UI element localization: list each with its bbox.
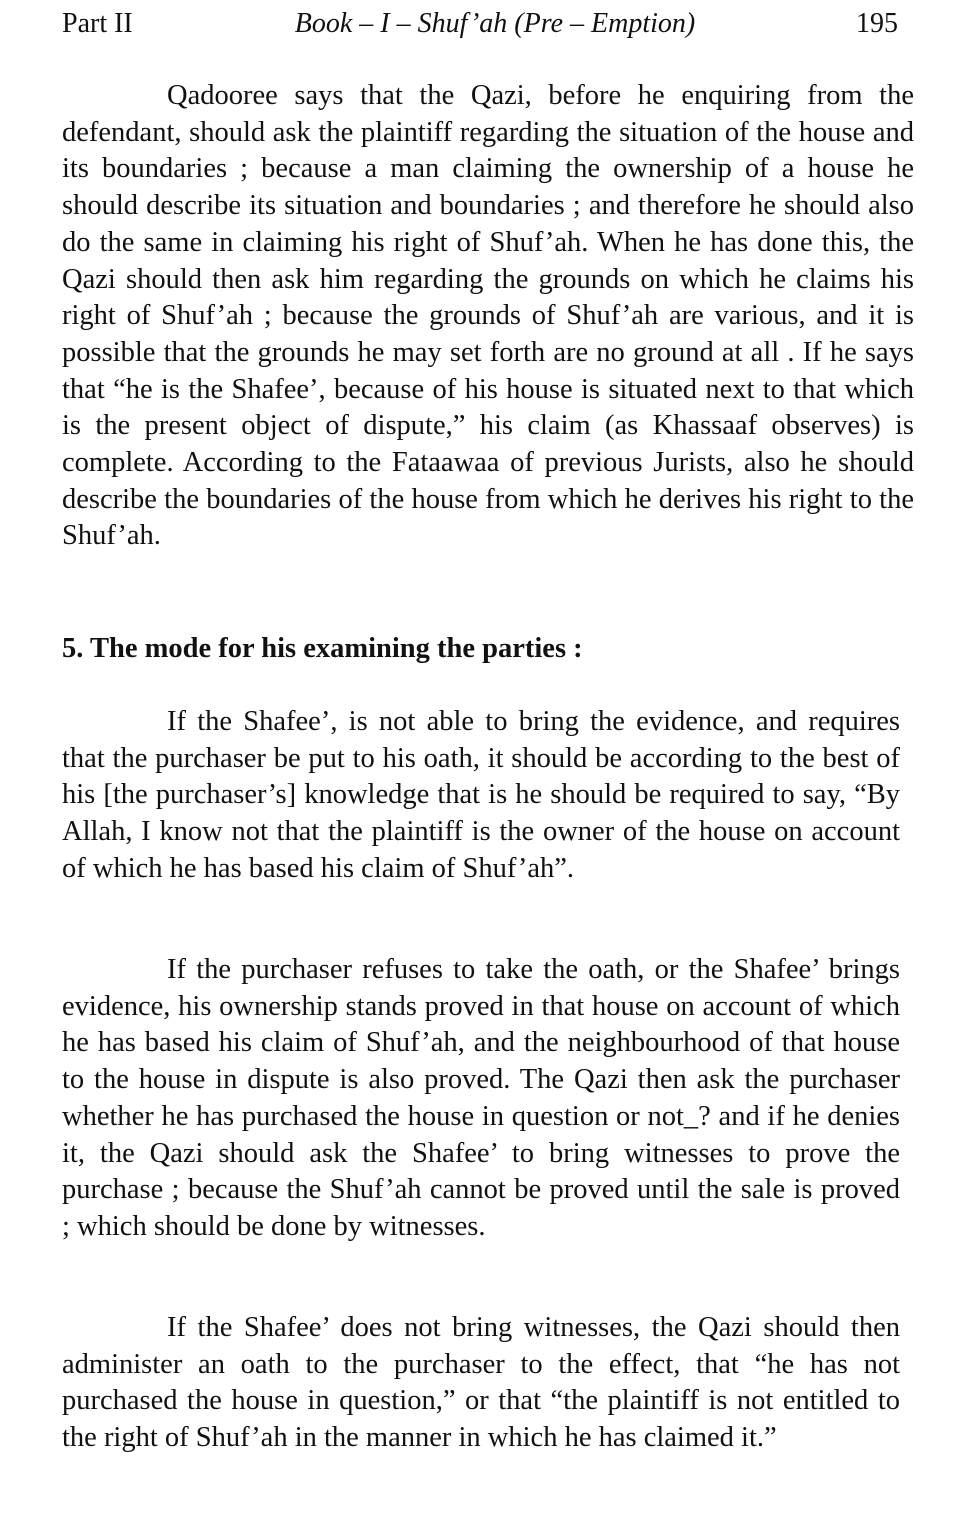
header-page-number: 195 — [856, 8, 898, 39]
header-book-title: Book – I – Shuf’ah (Pre – Emption) — [294, 8, 696, 39]
paragraph-purchaser-oath: If the Shafee’, is not able to bring the evidence, and requires that the purchaser be put to his oath, it should be according to the best of his [the purchaser’s] knowledge that is he should be required to say, “By Allah, I know not that the plaintiff is the owner of the house on account of which he has based his claim of Shuf’ah”. — [62, 706, 900, 884]
header-part-label: Part II — [62, 8, 133, 39]
section-heading: 5. The mode for his examining the parties : — [62, 633, 583, 664]
paragraph-plaintiff-description: Qadooree says that the Qazi, before he enquiring from the defendant, should ask the plaintiff regarding the situation of the house and its boundaries ; because a man claiming the ownership of a house he should describe its situation and boundaries ; and therefore he should also do the same in claiming his right of Shuf’ah. When he has done this, the Qazi should then ask him regarding the grounds on which he claims his right of Shuf’ah ; because the grounds of Shuf’ah are various, and it is possible that the grounds he may set forth are no ground at all . If he says that “he is the Shafee’, because of his house is situated next to that which is the present object of dispute,” his claim (as Khassaaf observes) is complete. According to the Fataawaa of previous Jurists, also he should describe the boundaries of the house from which he derives his right to the Shuf’ah. — [62, 80, 914, 552]
running-header — [62, 6, 898, 42]
paragraph-no-witnesses: If the Shafee’ does not bring witnesses, the Qazi should then administer an oath to the purchaser to the effect, that “he has not purchased the house in question,” or that “the plaintiff is not entitled to the right of Shuf’ah in the manner in which he has claimed it.” — [62, 1312, 900, 1454]
paragraph-ownership-proved: If the purchaser refuses to take the oath, or the Shafee’ brings evidence, his ownership stands proved in that house on account of which he has based his claim of Shuf’ah, and the neighbourhood of that house to the house in dispute is also proved. The Qazi then ask the purchaser whether he has purchased the house in question or not_? and if he denies it, the Qazi should ask the Shafee’ to bring witnesses to prove the purchase ; because the Shuf’ah cannot be proved until the sale is proved ; which should be done by witnesses. — [62, 954, 900, 1242]
